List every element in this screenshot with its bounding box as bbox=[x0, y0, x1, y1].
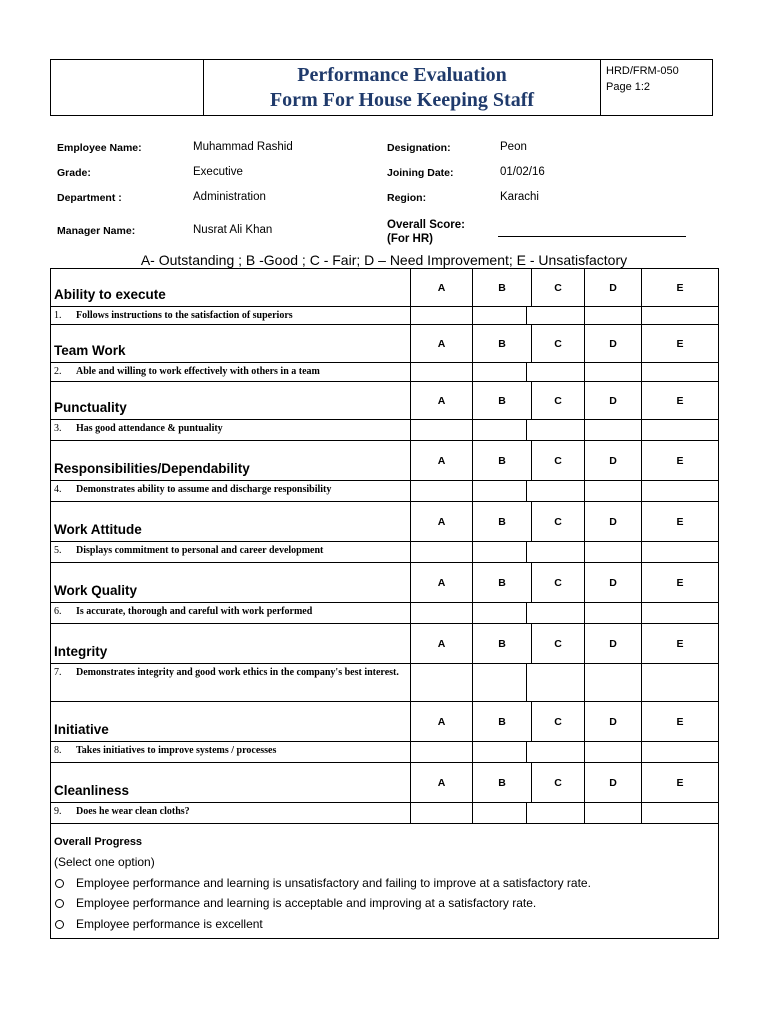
section-header-row bbox=[51, 269, 718, 307]
rating-cell-a[interactable] bbox=[410, 742, 472, 762]
employee-name-label: Employee Name: bbox=[57, 142, 142, 154]
criterion-row bbox=[51, 742, 718, 763]
department-label: Department : bbox=[57, 192, 122, 204]
form-title-line1: Performance Evaluation bbox=[297, 64, 507, 86]
rating-cell-c[interactable] bbox=[526, 481, 584, 501]
criterion-text bbox=[54, 605, 404, 618]
rating-cell-b[interactable] bbox=[472, 307, 526, 324]
rating-cell-c[interactable] bbox=[526, 420, 584, 440]
grade-header-e: E bbox=[641, 325, 718, 362]
designation-value: Peon bbox=[500, 141, 527, 153]
section-header-row bbox=[51, 502, 718, 542]
grade-header-d: D bbox=[584, 325, 641, 362]
criterion-text bbox=[54, 666, 404, 679]
criterion-text bbox=[54, 365, 404, 378]
grade-header-e: E bbox=[641, 269, 718, 306]
form-code-cell bbox=[601, 60, 712, 115]
radio-icon[interactable] bbox=[55, 899, 64, 908]
radio-icon[interactable] bbox=[55, 920, 64, 929]
rating-cell-d[interactable] bbox=[584, 603, 641, 623]
rating-cell-b[interactable] bbox=[472, 664, 526, 701]
form-code: HRD/FRM-050 bbox=[606, 65, 679, 77]
grade-header-e: E bbox=[641, 502, 718, 541]
rating-cell-b[interactable] bbox=[472, 420, 526, 440]
overall-option-label: Employee performance and learning is unsatisfactory and failing to improve at a satisfactory rate. bbox=[76, 876, 591, 890]
criterion-text bbox=[54, 422, 404, 435]
rating-cell-e[interactable] bbox=[641, 742, 718, 762]
grade-header-d: D bbox=[584, 702, 641, 741]
grade-header-c: C bbox=[531, 325, 584, 362]
grade-header-d: D bbox=[584, 269, 641, 306]
grade-header-c: C bbox=[531, 502, 584, 541]
rating-cell-e[interactable] bbox=[641, 420, 718, 440]
criterion-text bbox=[54, 544, 404, 557]
grade-header-c: C bbox=[531, 382, 584, 419]
rating-cell-d[interactable] bbox=[584, 307, 641, 324]
overall-option-2[interactable] bbox=[54, 896, 536, 910]
criterion-number: 6. bbox=[54, 606, 62, 617]
criterion-text bbox=[54, 805, 404, 818]
criterion-row bbox=[51, 664, 718, 702]
region-label: Region: bbox=[387, 192, 427, 204]
grade-header-e: E bbox=[641, 702, 718, 741]
department-value: Administration bbox=[193, 191, 266, 203]
section-header-row bbox=[51, 441, 718, 481]
criterion-number: 3. bbox=[54, 423, 62, 434]
criterion-row bbox=[51, 803, 718, 824]
criterion-label: Takes initiatives to improve systems / processes bbox=[76, 745, 277, 756]
rating-cells bbox=[410, 542, 718, 562]
rating-cell-b[interactable] bbox=[472, 481, 526, 501]
rating-cell-b[interactable] bbox=[472, 363, 526, 381]
criterion-label: Has good attendance & puntuality bbox=[76, 423, 223, 434]
manager-name-label: Manager Name: bbox=[57, 225, 136, 237]
grade-header-c: C bbox=[531, 441, 584, 480]
criterion-number: 2. bbox=[54, 366, 62, 377]
grade-header-e: E bbox=[641, 441, 718, 480]
grade-header-b: B bbox=[472, 502, 531, 541]
grade-header-a: A bbox=[410, 763, 472, 802]
rating-cells bbox=[410, 307, 718, 324]
grade-label: Grade: bbox=[57, 167, 91, 179]
section-title: Cleanliness bbox=[54, 783, 130, 798]
grade-header-b: B bbox=[472, 702, 531, 741]
grade-header-e: E bbox=[641, 763, 718, 802]
grade-header-b: B bbox=[472, 441, 531, 480]
rating-cell-e[interactable] bbox=[641, 603, 718, 623]
rating-cell-d[interactable] bbox=[584, 542, 641, 562]
overall-option-label: Employee performance is excellent bbox=[76, 917, 263, 931]
section-title: Work Attitude bbox=[54, 522, 142, 537]
grade-header-d: D bbox=[584, 502, 641, 541]
criterion-text bbox=[54, 309, 404, 322]
rating-scale-legend: A- Outstanding ; B -Good ; C - Fair; D – Need Improvement; E - Unsatisfactory bbox=[140, 252, 628, 268]
grade-header-cells bbox=[410, 563, 718, 602]
criterion-number: 7. bbox=[54, 667, 62, 678]
criterion-label: Is accurate, thorough and careful with work performed bbox=[76, 606, 313, 617]
criterion-label: Does he wear clean cloths? bbox=[76, 806, 190, 817]
grade-header-a: A bbox=[410, 441, 472, 480]
grade-header-d: D bbox=[584, 763, 641, 802]
rating-cell-e[interactable] bbox=[641, 542, 718, 562]
overall-progress-section bbox=[51, 824, 718, 938]
rating-cell-a[interactable] bbox=[410, 307, 472, 324]
rating-cell-c[interactable] bbox=[526, 307, 584, 324]
grade-header-cells bbox=[410, 763, 718, 802]
rating-cells bbox=[410, 603, 718, 623]
page-number: Page 1:2 bbox=[606, 81, 651, 93]
criterion-label: Follows instructions to the satisfaction of superiors bbox=[76, 310, 293, 321]
rating-cell-d[interactable] bbox=[584, 481, 641, 501]
section-header-row bbox=[51, 702, 718, 742]
rating-cell-e[interactable] bbox=[641, 481, 718, 501]
rating-cell-a[interactable] bbox=[410, 803, 472, 823]
radio-icon[interactable] bbox=[55, 879, 64, 888]
grade-header-c: C bbox=[531, 702, 584, 741]
grade-header-b: B bbox=[472, 563, 531, 602]
overall-score-field[interactable] bbox=[498, 236, 686, 237]
grade-header-d: D bbox=[584, 563, 641, 602]
section-header-row bbox=[51, 624, 718, 664]
section-header-row bbox=[51, 325, 718, 363]
criterion-number: 4. bbox=[54, 484, 62, 495]
grade-header-e: E bbox=[641, 382, 718, 419]
manager-name-value: Nusrat Ali Khan bbox=[193, 224, 273, 236]
grade-header-cells bbox=[410, 441, 718, 480]
grade-header-a: A bbox=[410, 382, 472, 419]
grade-header-d: D bbox=[584, 441, 641, 480]
grade-header-a: A bbox=[410, 563, 472, 602]
employee-name-value: Muhammad Rashid bbox=[193, 141, 293, 153]
grade-header-b: B bbox=[472, 269, 531, 306]
grade-header-b: B bbox=[472, 624, 531, 663]
grade-header-cells bbox=[410, 624, 718, 663]
overall-option-1[interactable] bbox=[54, 876, 591, 890]
grade-header-c: C bbox=[531, 763, 584, 802]
criterion-number: 8. bbox=[54, 745, 62, 756]
overall-progress-title: Overall Progress bbox=[54, 836, 143, 848]
criterion-label: Displays commitment to personal and career development bbox=[76, 545, 324, 556]
rating-cell-c[interactable] bbox=[526, 664, 584, 701]
overall-score-title: Overall Score: bbox=[387, 219, 465, 231]
rating-cells bbox=[410, 664, 718, 701]
form-header bbox=[50, 59, 713, 116]
section-title: Integrity bbox=[54, 644, 108, 659]
grade-header-cells bbox=[410, 382, 718, 419]
rating-cell-d[interactable] bbox=[584, 803, 641, 823]
criterion-row bbox=[51, 420, 718, 441]
grade-header-c: C bbox=[531, 563, 584, 602]
rating-cell-b[interactable] bbox=[472, 542, 526, 562]
region-value: Karachi bbox=[500, 191, 539, 203]
rating-cell-c[interactable] bbox=[526, 742, 584, 762]
rating-cell-a[interactable] bbox=[410, 603, 472, 623]
rating-cell-d[interactable] bbox=[584, 742, 641, 762]
grade-header-cells bbox=[410, 702, 718, 741]
overall-progress-instruction: (Select one option) bbox=[54, 855, 155, 869]
grade-header-a: A bbox=[410, 325, 472, 362]
section-header-row bbox=[51, 563, 718, 603]
rating-cell-c[interactable] bbox=[526, 363, 584, 381]
criterion-label: Demonstrates integrity and good work ethics in the company's best interest. bbox=[76, 667, 399, 678]
overall-option-label: Employee performance and learning is acceptable and improving at a satisfactory rate. bbox=[76, 896, 537, 910]
rating-cells bbox=[410, 803, 718, 823]
criterion-number: 5. bbox=[54, 545, 62, 556]
rating-cell-e[interactable] bbox=[641, 664, 718, 701]
grade-header-d: D bbox=[584, 382, 641, 419]
rating-cell-d[interactable] bbox=[584, 363, 641, 381]
section-header-row bbox=[51, 382, 718, 420]
logo-cell bbox=[51, 60, 204, 115]
grade-header-e: E bbox=[641, 624, 718, 663]
overall-option-3[interactable] bbox=[54, 917, 263, 931]
grade-header-d: D bbox=[584, 624, 641, 663]
rating-cell-e[interactable] bbox=[641, 307, 718, 324]
rating-cell-d[interactable] bbox=[584, 420, 641, 440]
criterion-row bbox=[51, 481, 718, 502]
section-title: Punctuality bbox=[54, 400, 127, 415]
section-title: Responsibilities/Dependability bbox=[54, 461, 250, 476]
grade-header-a: A bbox=[410, 624, 472, 663]
rating-cell-a[interactable] bbox=[410, 542, 472, 562]
rating-cell-b[interactable] bbox=[472, 803, 526, 823]
section-title: Initiative bbox=[54, 722, 109, 737]
grade-header-b: B bbox=[472, 763, 531, 802]
rating-cell-e[interactable] bbox=[641, 803, 718, 823]
grade-header-cells bbox=[410, 269, 718, 306]
section-header-row bbox=[51, 763, 718, 803]
rating-cell-c[interactable] bbox=[526, 603, 584, 623]
grade-header-cells bbox=[410, 502, 718, 541]
overall-score-label bbox=[387, 218, 465, 246]
grade-header-e: E bbox=[641, 563, 718, 602]
criterion-row bbox=[51, 603, 718, 624]
criterion-number: 1. bbox=[54, 310, 62, 321]
form-title-line2: Form For House Keeping Staff bbox=[269, 89, 535, 111]
section-title: Work Quality bbox=[54, 583, 138, 598]
grade-header-a: A bbox=[410, 702, 472, 741]
rating-cells bbox=[410, 742, 718, 762]
grade-header-b: B bbox=[472, 325, 531, 362]
rating-cells bbox=[410, 481, 718, 501]
rating-cell-b[interactable] bbox=[472, 742, 526, 762]
grade-header-cells bbox=[410, 325, 718, 362]
grade-header-a: A bbox=[410, 502, 472, 541]
designation-label: Designation: bbox=[387, 142, 451, 154]
rating-cell-a[interactable] bbox=[410, 363, 472, 381]
criterion-text bbox=[54, 483, 404, 496]
criterion-label: Able and willing to work effectively with others in a team bbox=[76, 366, 320, 377]
section-title: Team Work bbox=[54, 343, 126, 358]
rating-cell-d[interactable] bbox=[584, 664, 641, 701]
criterion-number: 9. bbox=[54, 806, 62, 817]
joining-date-label: Joining Date: bbox=[387, 167, 454, 179]
rating-cell-b[interactable] bbox=[472, 603, 526, 623]
rating-table bbox=[50, 268, 719, 939]
rating-cell-a[interactable] bbox=[410, 420, 472, 440]
criterion-row bbox=[51, 307, 718, 325]
rating-cell-a[interactable] bbox=[410, 664, 472, 701]
criterion-row bbox=[51, 363, 718, 382]
overall-score-sub: (For HR) bbox=[387, 233, 433, 245]
grade-header-b: B bbox=[472, 382, 531, 419]
criterion-label: Demonstrates ability to assume and discharge responsibility bbox=[76, 484, 332, 495]
form-title bbox=[204, 60, 601, 115]
grade-value: Executive bbox=[193, 166, 243, 178]
grade-header-c: C bbox=[531, 269, 584, 306]
grade-header-c: C bbox=[531, 624, 584, 663]
rating-cell-c[interactable] bbox=[526, 803, 584, 823]
section-title: Ability to execute bbox=[54, 287, 166, 302]
rating-cells bbox=[410, 363, 718, 381]
rating-cell-e[interactable] bbox=[641, 363, 718, 381]
rating-cell-a[interactable] bbox=[410, 481, 472, 501]
criterion-text bbox=[54, 744, 404, 757]
grade-header-a: A bbox=[410, 269, 472, 306]
joining-date-value: 01/02/16 bbox=[500, 166, 545, 178]
criterion-row bbox=[51, 542, 718, 563]
rating-cells bbox=[410, 420, 718, 440]
rating-cell-c[interactable] bbox=[526, 542, 584, 562]
